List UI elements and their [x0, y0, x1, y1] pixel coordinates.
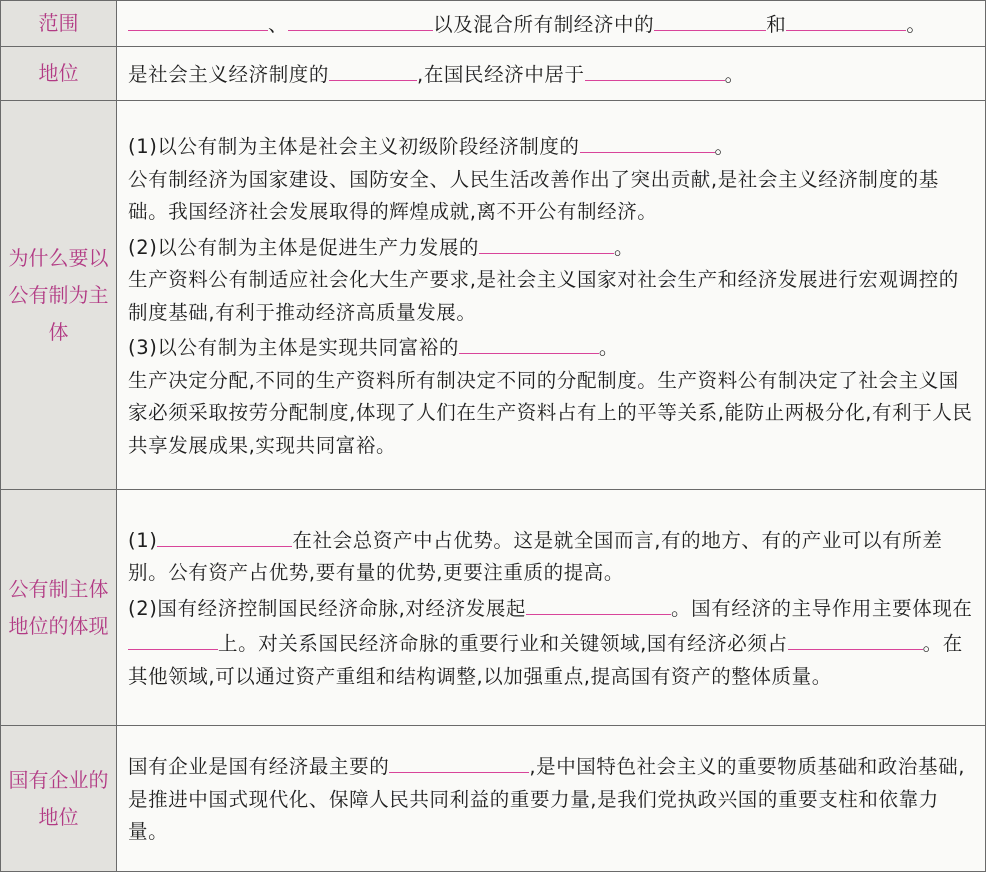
- why-point-3: (3)以公有制为主体是实现共同富裕的 。: [128, 329, 977, 365]
- fill-blank[interactable]: [526, 590, 671, 615]
- fill-blank[interactable]: [479, 229, 614, 254]
- why-point-1: (1)以公有制为主体是社会主义初级阶段经济制度的 。: [128, 128, 977, 164]
- manifestation-point-2: (2)国有经济控制国民经济命脉,对经济发展起 。国有经济的主导作用主要体现在上。对关系国民经济命脉的重要行业和关键领域,国有经济必须占 。在其他领域,可以通过资产重组和结构调整,以加强重点,提高国有资产的整体质量。: [128, 590, 977, 694]
- row-scope: [1, 1, 986, 47]
- fill-blank[interactable]: [157, 522, 292, 547]
- row-why: [1, 101, 986, 490]
- why-point-2: (2)以公有制为主体是促进生产力发展的 。: [128, 229, 977, 265]
- fill-blank[interactable]: [585, 56, 725, 81]
- row-content-why: [117, 101, 986, 490]
- fill-blank[interactable]: [459, 329, 599, 354]
- row-label-scope: 范围: [1, 1, 117, 47]
- fill-blank[interactable]: [128, 6, 268, 31]
- row-content-scope: 、 以及混合所有制经济中的 和 。: [117, 1, 986, 47]
- fill-blank[interactable]: [389, 748, 529, 773]
- row-content-manifestation: [117, 490, 986, 726]
- row-content-status: 是社会主义经济制度的 ,在国民经济中居于 。: [117, 47, 986, 101]
- fill-blank[interactable]: [580, 128, 715, 153]
- why-explanation-3: 生产决定分配,不同的生产资料所有制决定不同的分配制度。生产资料公有制决定了社会主义国家必须采取按劳分配制度,体现了人们在生产资料占有上的平等关系,能防止两极分化,有利于人民共享发展成果,实现共同富裕。: [128, 368, 973, 457]
- row-label-manifestation: 公有制主体地位的体现: [1, 490, 117, 726]
- row-label-soe-status: 国有企业的地位: [1, 726, 117, 872]
- row-label-why: 为什么要以公有制为主体: [1, 101, 117, 490]
- fill-blank[interactable]: [786, 6, 906, 31]
- manifestation-point-1: (1) 在社会总资产中占优势。这是就全国而言,有的地方、有的产业可以有所差别。公有资产占优势,要有量的优势,更要注重质的提高。: [128, 522, 977, 590]
- why-explanation-2: 生产资料公有制适应社会化大生产要求,是社会主义国家对社会生产和经济发展进行宏观调控的制度基础,有利于推动经济高质量发展。: [128, 268, 959, 324]
- fill-blank[interactable]: [788, 625, 923, 650]
- fill-blank[interactable]: [654, 6, 766, 31]
- row-content-soe-status: 国有企业是国有经济最主要的 ,是中国特色社会主义的重要物质基础和政治基础,是推进中国式现代化、保障人民共同利益的重要力量,是我们党执政兴国的重要支柱和依靠力量。: [117, 726, 986, 872]
- row-manifestation: [1, 490, 986, 726]
- row-label-status: 地位: [1, 47, 117, 101]
- row-soe-status: [1, 726, 986, 872]
- fill-blank[interactable]: [288, 6, 433, 31]
- fill-blank[interactable]: [128, 625, 218, 650]
- row-status: [1, 47, 986, 101]
- fill-blank[interactable]: [329, 56, 417, 81]
- why-explanation-1: 公有制经济为国家建设、国防安全、人民生活改善作出了突出贡献,是社会主义经济制度的基础。我国经济社会发展取得的辉煌成就,离不开公有制经济。: [128, 167, 939, 223]
